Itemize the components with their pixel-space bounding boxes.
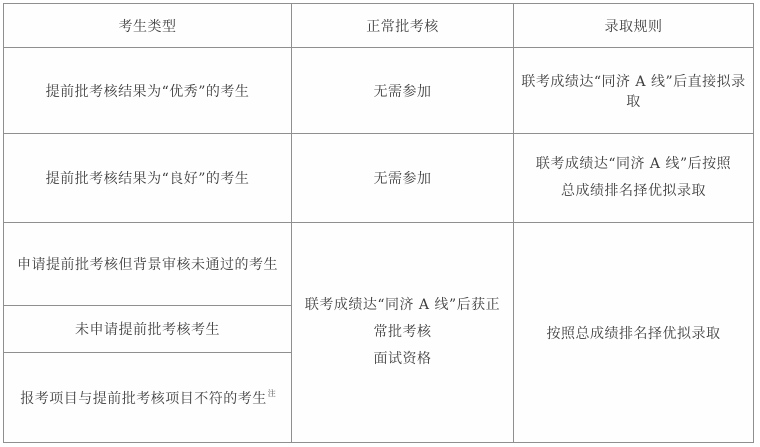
cell-merged-normal <box>292 223 514 443</box>
cell-good-normal: 无需参加 <box>292 134 514 223</box>
table-row-background-not-passed <box>4 223 754 306</box>
cell-project-mismatch-text: 报考项目与提前批考核项目不符的考生 <box>20 390 267 407</box>
cell-not-applied-type: 未申请提前批考核考生 <box>4 306 292 353</box>
cell-excellent-rule: 联考成绩达“同济 A 线”后直接拟录取 <box>514 48 754 134</box>
cell-background-not-passed-type: 申请提前批考核但背景审核未通过的考生 <box>4 223 292 306</box>
cell-excellent-type: 提前批考核结果为“优秀”的考生 <box>4 48 292 134</box>
cell-excellent-normal: 无需参加 <box>292 48 514 134</box>
header-admission-rule: 录取规则 <box>514 4 754 48</box>
admission-rules-table <box>3 3 754 443</box>
note-superscript: 注 <box>267 388 276 398</box>
cell-good-rule-line2: 总成绩排名择优拟录取 <box>561 183 706 199</box>
table-row-excellent <box>4 48 754 134</box>
cell-good-type: 提前批考核结果为“良好”的考生 <box>4 134 292 223</box>
cell-good-rule-line1: 联考成绩达“同济 A 线”后按照 <box>535 156 732 172</box>
table-header-row <box>4 4 754 48</box>
cell-good-rule <box>514 134 754 223</box>
cell-merged-normal-line1: 联考成绩达“同济 A 线”后获正常批考核 <box>304 297 501 340</box>
header-candidate-type: 考生类型 <box>4 4 292 48</box>
cell-merged-normal-line2: 面试资格 <box>373 351 432 367</box>
document-sheet <box>3 3 753 442</box>
cell-merged-rule: 按照总成绩排名择优拟录取 <box>514 223 754 443</box>
header-normal-assessment: 正常批考核 <box>292 4 514 48</box>
table-row-good <box>4 134 754 223</box>
cell-project-mismatch-type <box>4 353 292 443</box>
